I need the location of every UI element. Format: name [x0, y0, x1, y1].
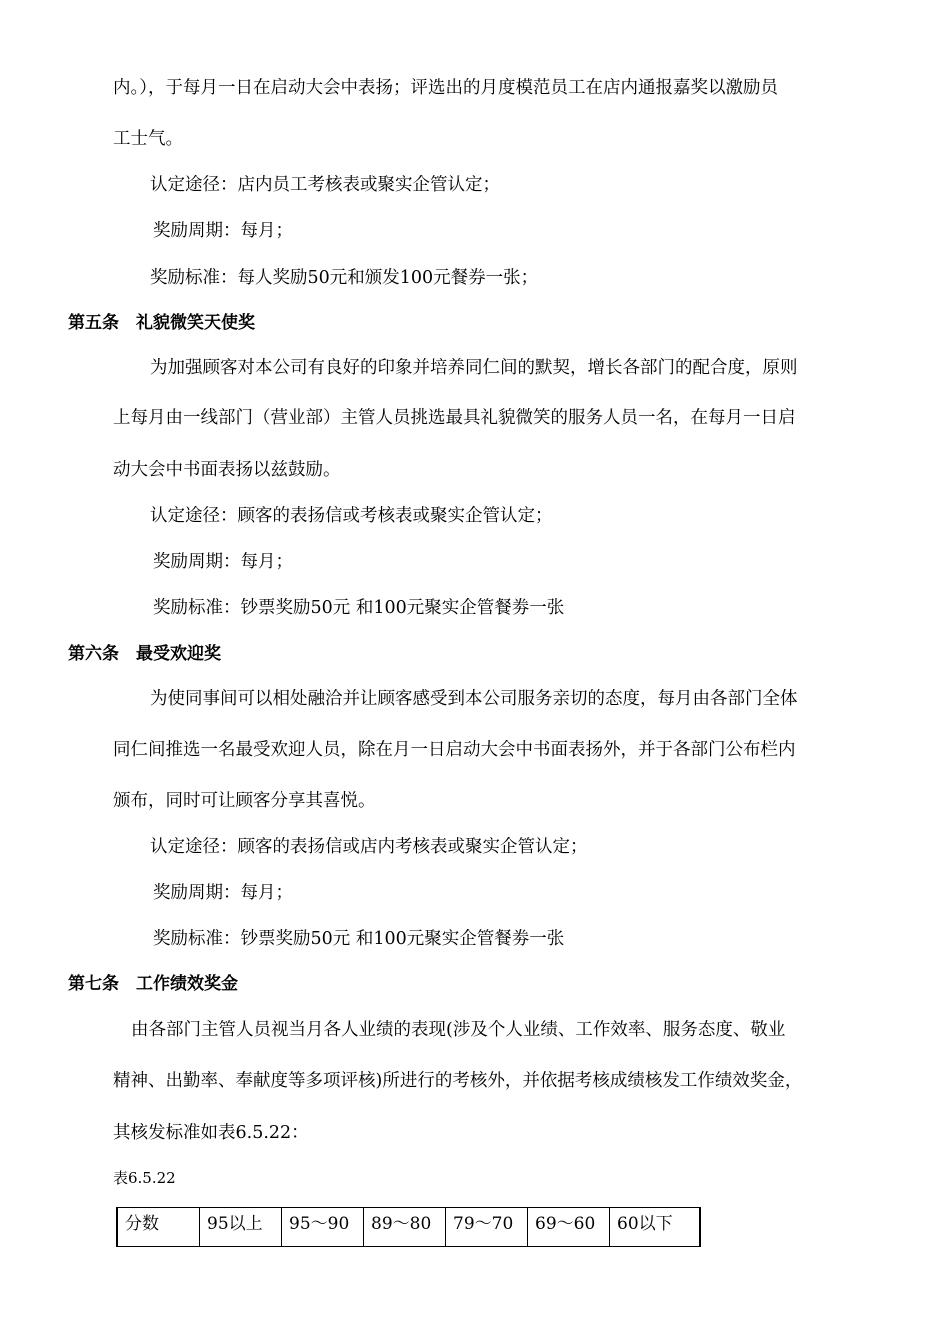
paragraph-line: 同仁间推选一名最受欢迎人员，除在月一日启动大会中书面表扬外，并于各部门公布栏内 — [113, 740, 796, 760]
paragraph-line: 颁布，同时可让顾客分享其喜悦。 — [113, 791, 376, 811]
standard-text: 奖励标准：钞票奖励50元 和100元聚实企管餐劵一张 — [153, 929, 565, 949]
table-cell: 89～80 — [364, 1208, 446, 1247]
period-text: 奖励周期：每月； — [153, 221, 293, 241]
table-caption: 表6.5.22 — [113, 1169, 176, 1187]
paragraph-line: 动大会中书面表扬以兹鼓励。 — [113, 460, 341, 480]
table-cell: 95～90 — [282, 1208, 364, 1247]
paragraph-line: 为使同事间可以相处融洽并让顾客感受到本公司服务亲切的态度，每月由各部门全体 — [150, 689, 798, 709]
paragraph-line: 精神、出勤率、奉献度等多项评核)所进行的考核外，并依据考核成绩核发工作绩效奖金， — [113, 1071, 803, 1091]
standard-text: 奖励标准：每人奖励50元和颁发100元餐券一张； — [150, 268, 539, 288]
standard-text: 奖励标准：钞票奖励50元 和100元聚实企管餐劵一张 — [153, 598, 565, 618]
recognition-text: 认定途径：顾客的表扬信或考核表或聚实企管认定； — [150, 506, 553, 526]
paragraph-line: 由各部门主管人员视当月各人业绩的表现(涉及个人业绩、工作效率、服务态度、敬业 — [131, 1020, 786, 1040]
table-cell: 69～60 — [528, 1208, 610, 1247]
paragraph-line: 工士气。 — [113, 129, 183, 149]
period-text: 奖励周期：每月； — [153, 552, 293, 572]
table-cell: 95以上 — [200, 1208, 282, 1247]
paragraph-line: 上每月由一线部门（营业部）主管人员挑选最具礼貌微笑的服务人员一名，在每月一日启 — [113, 408, 796, 428]
table-cell: 分数 — [117, 1208, 200, 1247]
paragraph-line: 为加强顾客对本公司有良好的印象并培养同仁间的默契，增长各部门的配合度，原则 — [150, 358, 798, 378]
article-heading: 第五条 礼貌微笑天使奖 — [68, 313, 255, 333]
recognition-text: 认定途径：店内员工考核表或聚实企管认定； — [150, 175, 500, 195]
paragraph-line: 内。），于每月一日在启动大会中表扬；评选出的月度模范员工在店内通报嘉奖以激励员 — [113, 78, 778, 98]
table-cell: 60以下 — [610, 1208, 701, 1247]
table-cell: 79～70 — [446, 1208, 528, 1247]
article-heading: 第六条 最受欢迎奖 — [68, 644, 221, 664]
score-table — [116, 1207, 701, 1247]
article-heading: 第七条 工作绩效奖金 — [68, 974, 238, 994]
table-row — [117, 1208, 700, 1247]
recognition-text: 认定途径：顾客的表扬信或店内考核表或聚实企管认定； — [150, 837, 588, 857]
period-text: 奖励周期：每月； — [153, 883, 293, 903]
paragraph-line: 其核发标准如表6.5.22： — [113, 1123, 309, 1143]
